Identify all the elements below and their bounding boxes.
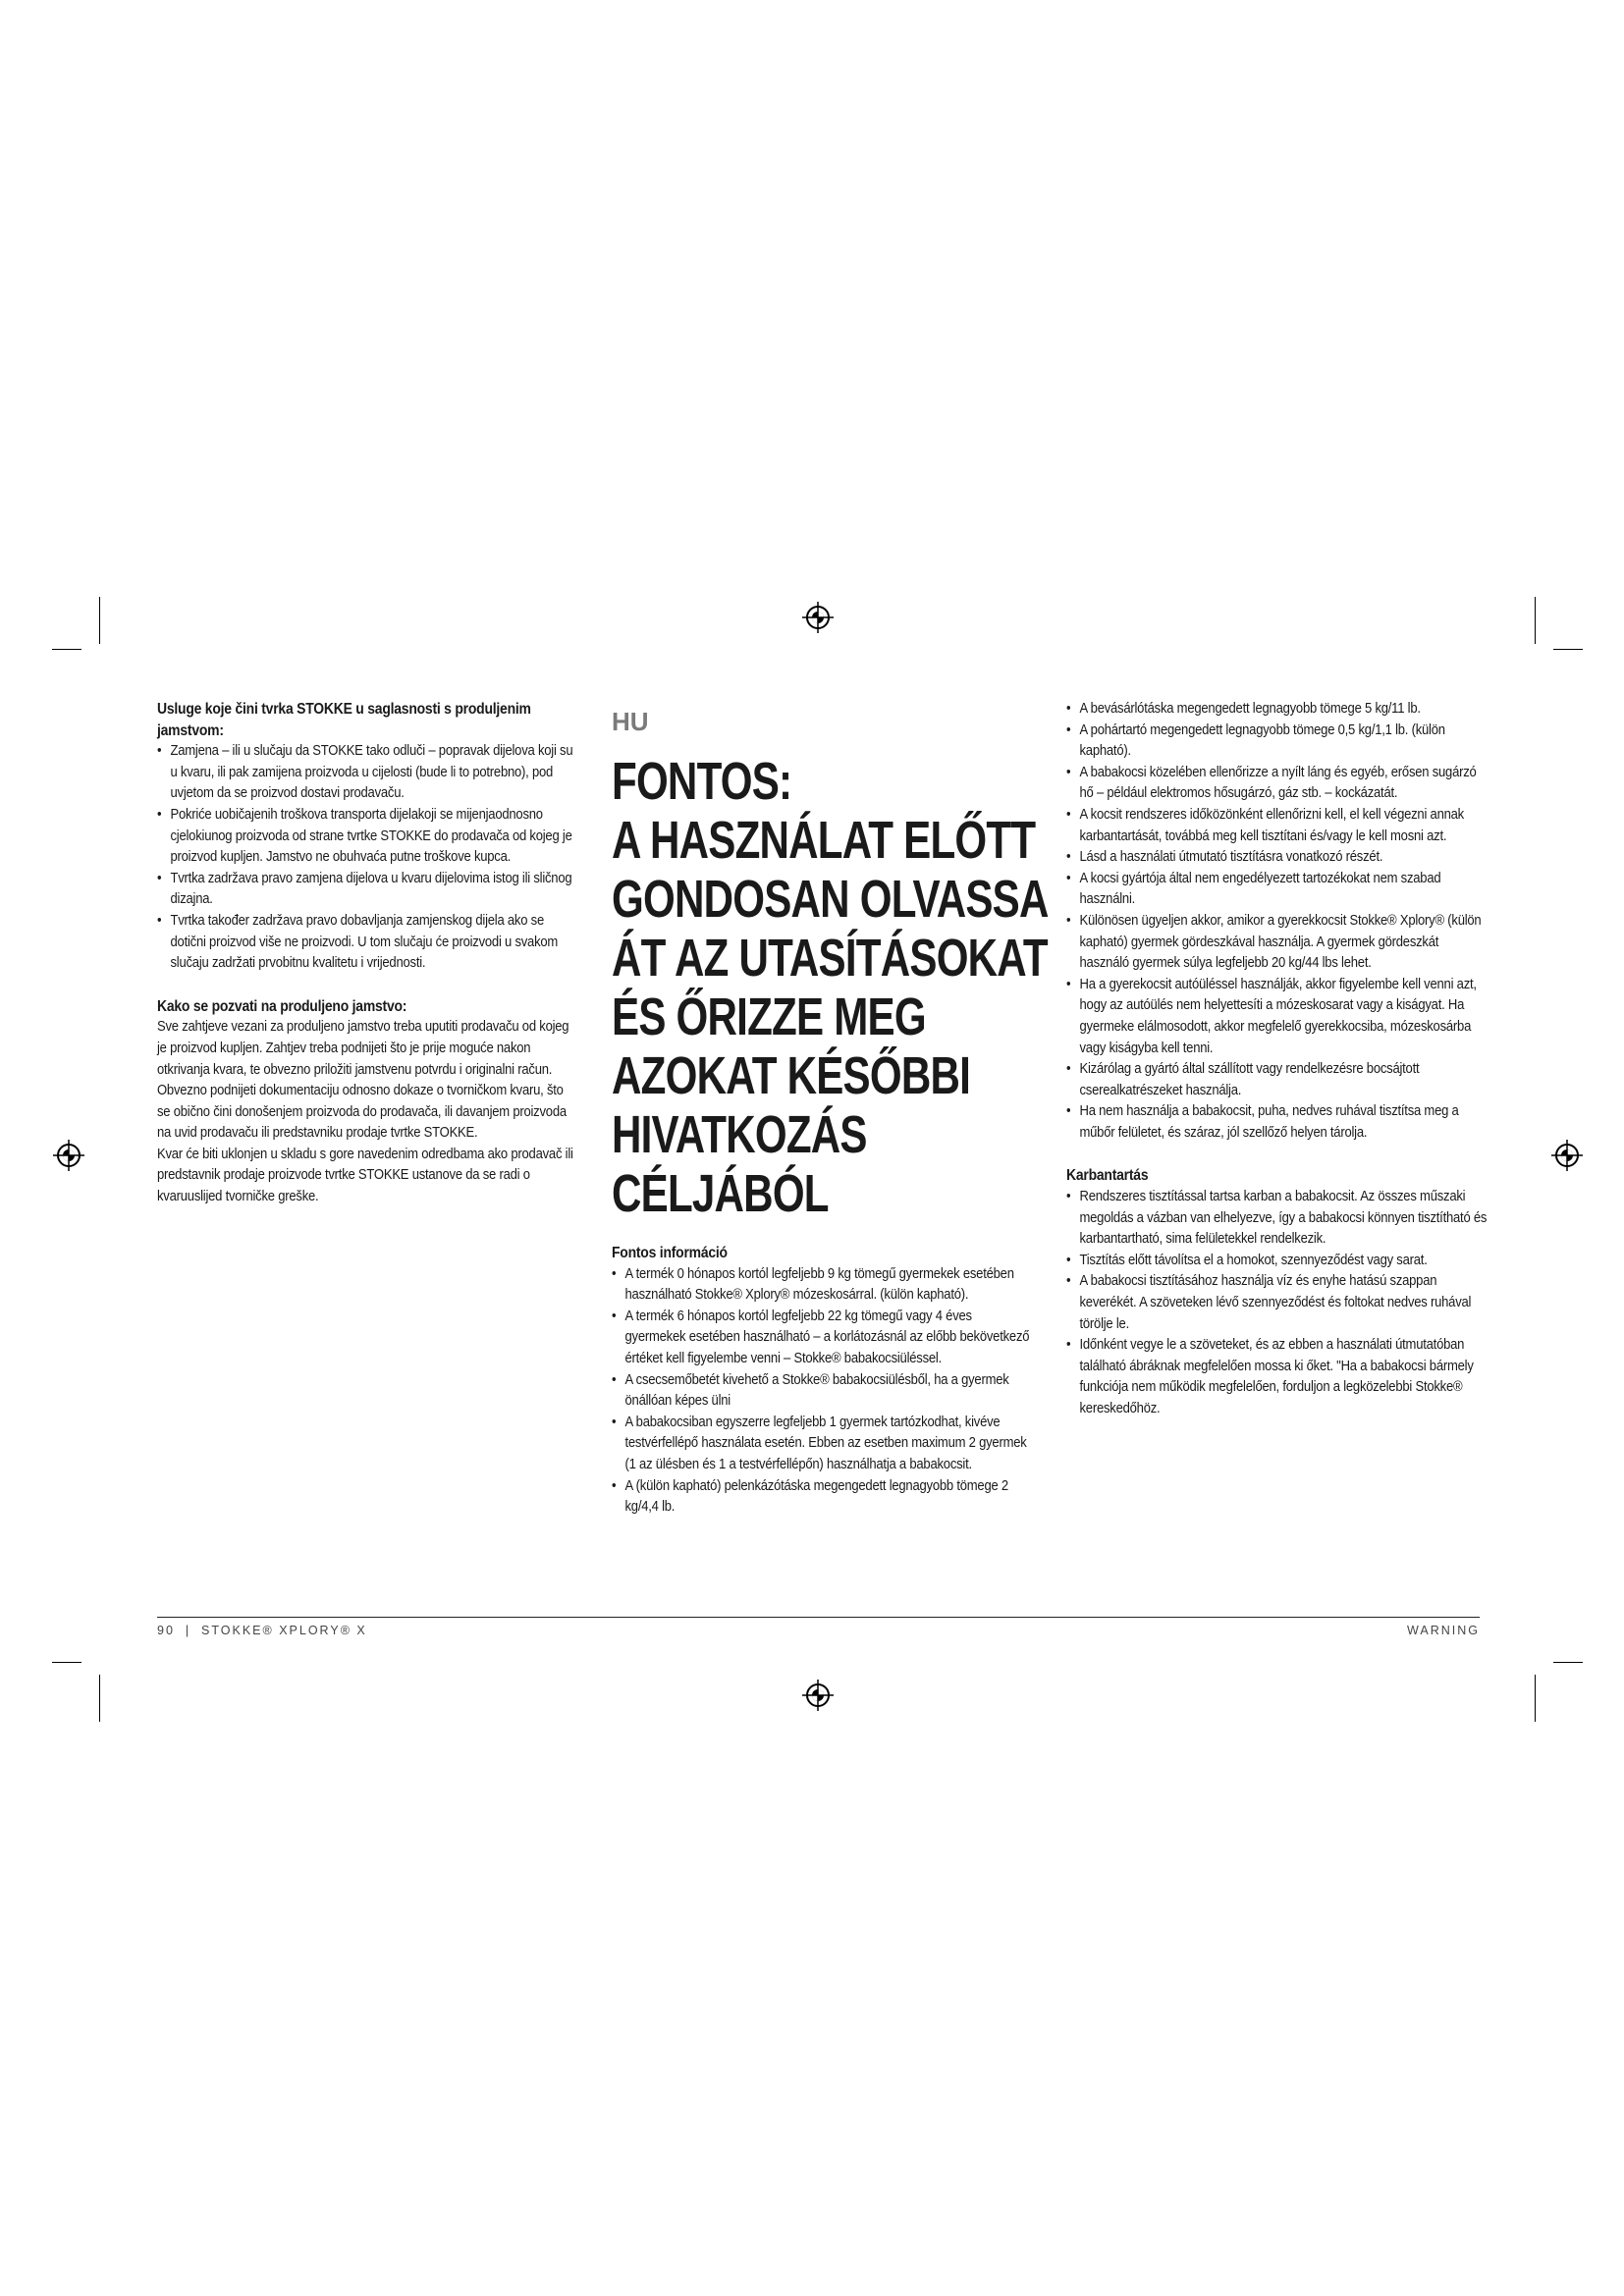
list-item: • Pokriće uobičajenih troškova transporta dijelakoji se mijenjaodnosno cjelokiunog proizvoda od strane tvrtke STOKKE do prodavača od kojeg je proizvod kupljen. Jamstvo ne obuhvaća putne troškove kupca. [157,805,579,869]
crop-mark [52,649,81,650]
section-heading: Kako se pozvati na produljeno jamstvo: [157,997,407,1015]
bullet-list [1066,699,1489,1144]
bullet-list [157,741,579,975]
list-item: • A csecsemőbetét kivehető a Stokke® babakocsiülésből, ha a gyermek önállóan képes ülni [612,1370,1034,1413]
crop-mark [99,597,100,644]
list-item: • Ha a gyerekocsit autóüléssel használják, akkor figyelembe kell venni azt, hogy az autóülés nem helyettesíti a mózeskosarat vagy a kiságyat. Ha gyermeke elálmosodott, akkor megfelelő gyerekkocsiba, mózeskosárba vagy kiságyba kell tenni. [1066,975,1489,1059]
footer-page-info: 90 | STOKKE® XPLORY® X [157,1624,367,1637]
list-item: • Időnként vegye le a szöveteket, és az ebben a használati útmutatóban található ábráknak megfelelően mossa ki őket. "Ha a babakocsi bármely funkciója nem működik megfelelően, forduljon a legközelebbi Stokke® kereskedőhöz. [1066,1335,1489,1419]
list-item: • Rendszeres tisztítással tartsa karban a babakocsit. Az összes műszaki megoldás a vázban van elhelyezve, így a babakocsi könnyen tisztítható és karbantartható, sima felületekkel rendelkezik. [1066,1187,1489,1251]
footer-section-label: WARNING [1407,1624,1480,1637]
crop-mark [1535,597,1536,644]
language-code: HU [612,707,649,736]
list-item: • Lásd a használati útmutató tisztításra vonatkozó részét. [1066,847,1489,869]
section-heading: Usluge koje čini tvrka STOKKE u saglasnosti s produljenim jamstvom: [157,701,531,739]
registration-mark-icon [800,600,836,635]
headline-line: ÉS ŐRIZZE MEG [612,988,926,1046]
headline-line: FONTOS: [612,752,792,811]
headline-line: A HASZNÁLAT ELŐTT [612,811,1036,870]
list-item: • Zamjena – ili u slučaju da STOKKE tako odluči – popravak dijelova koji su u kvaru, ili pak zamijena proizvoda u cijelosti (bude li to potrebno), pod uvjetom da se proizvod dostavi prodavaču. [157,741,579,805]
middle-column [612,707,1049,1519]
paragraph: Sve zahtjeve vezani za produljeno jamstvo treba uputiti prodavaču od kojeg je proizvod kupljen. Zahtjev treba podnijeti što je prije moguće nakon otkrivanja kvara, te obvezno priložiti jamstvenu potvrdu i originalni račun. [157,1019,569,1078]
registration-mark-icon [800,1678,836,1713]
registration-mark-icon [51,1138,86,1173]
registration-mark-icon [1549,1138,1585,1173]
bullet-list [612,1264,1034,1519]
list-item: • A termék 0 hónapos kortól legfeljebb 9 kg tömegű gyermekek esetében használható Stokke® Xplory® mózeskosárral. (külön kapható). [612,1264,1034,1307]
list-item: • Különösen ügyeljen akkor, amikor a gyerekkocsit Stokke® Xplory® (külön kapható) gyermek gördeszkával használja. A gyermek gördeszkát használó gyermek súlya legfeljebb 20 kg/44 lbs lehet. [1066,911,1489,975]
footer-divider [157,1617,1480,1618]
paragraph: Kvar će biti uklonjen u skladu s gore navedenim odredbama ako prodavač ili predstavnik prodaje proizvode tvrtke STOKKE ustanove da se radi o kvaruuslijed tvorničke greške. [157,1146,573,1205]
list-item: • A termék 6 hónapos kortól legfeljebb 22 kg tömegű vagy 4 éves gyermekek esetében használható – a korlátozásnál az előbb bekövetkező értéket kell figyelembe venni – Stokke® babakocsiüléssel. [612,1307,1034,1370]
crop-mark [1535,1675,1536,1722]
crop-mark [99,1675,100,1722]
headline-line: CÉLJÁBÓL [612,1164,829,1223]
list-item: • A bevásárlótáska megengedett legnagyobb tömege 5 kg/11 lb. [1066,699,1489,721]
list-item: • A babakocsi tisztításához használja víz és enyhe hatású szappan keverékét. A szöveteken lévő szennyeződést és foltokat nedves ruhával törölje le. [1066,1271,1489,1335]
list-item: • Kizárólag a gyártó által szállított vagy rendelkezésre bocsájtott cserealkatrészeket használja. [1066,1059,1489,1101]
crop-mark [1553,1662,1583,1663]
section-heading: Fontos információ [612,1245,728,1261]
headline-line: AZOKAT KÉSŐBBI [612,1046,971,1105]
list-item: • A babakocsiban egyszerre legfeljebb 1 gyermek tartózkodhat, kivéve testvérfellépő használata esetén. Ebben az esetben maximum 2 gyermek (1 az ülésben és 1 a testvérfellépőn) használhatja a babakocsit. [612,1413,1034,1476]
list-item: • A babakocsi közelében ellenőrizze a nyílt láng és egyéb, erősen sugárzó hő – például elektromos hősugárzó, gáz stb. – kockázatát. [1066,763,1489,805]
headline-line: HIVATKOZÁS [612,1105,867,1164]
crop-mark [52,1662,81,1663]
bullet-list [1066,1187,1489,1420]
list-item: • A (külön kapható) pelenkázótáska megengedett legnagyobb tömege 2 kg/4,4 lb. [612,1476,1034,1519]
list-item: • A pohártartó megengedett legnagyobb tömege 0,5 kg/1,1 lb. (külön kapható). [1066,721,1489,763]
list-item: • A kocsit rendszeres időközönként ellenőrizni kell, el kell végezni annak karbantartását, továbbá meg kell tisztítani és/vagy le kell mosni azt. [1066,805,1489,847]
left-column [157,699,579,1208]
headline-line: ÁT AZ UTASÍTÁSOKAT [612,929,1048,988]
list-item: • Tvrtka zadržava pravo zamjena dijelova u kvaru dijelovima istog ili sličnog dizajna. [157,869,579,911]
crop-mark [1553,649,1583,650]
list-item: • Ha nem használja a babakocsit, puha, nedves ruhával tisztítsa meg a műbőr felületet, és száraz, jól szellőző helyen tárolja. [1066,1101,1489,1144]
section-heading: Karbantartás [1066,1167,1149,1185]
list-item: • A kocsi gyártója által nem engedélyezett tartozékokat nem szabad használni. [1066,869,1489,911]
headline-line: GONDOSAN OLVASSA [612,870,1049,929]
paragraph: Obvezno podnijeti dokumentaciju odnosno dokaze o tvorničkom kvaru, što se obično čini donošenjem proizvoda do prodavača, ili davanjem proizvoda na uvid prodavaču ili predstavniku prodaje tvrtke STOKKE. [157,1083,567,1142]
list-item: • Tvrtka također zadržava pravo dobavljanja zamjenskog dijela ako se dotični proizvod više ne proizvodi. U tom slučaju će proizvodi u svakom slučaju zadržati prvobitnu kvalitetu i vrijednosti. [157,911,579,975]
list-item: • Tisztítás előtt távolítsa el a homokot, szennyeződést vagy sarat. [1066,1251,1489,1272]
page-title [612,752,1049,1223]
right-column [1066,699,1489,1420]
